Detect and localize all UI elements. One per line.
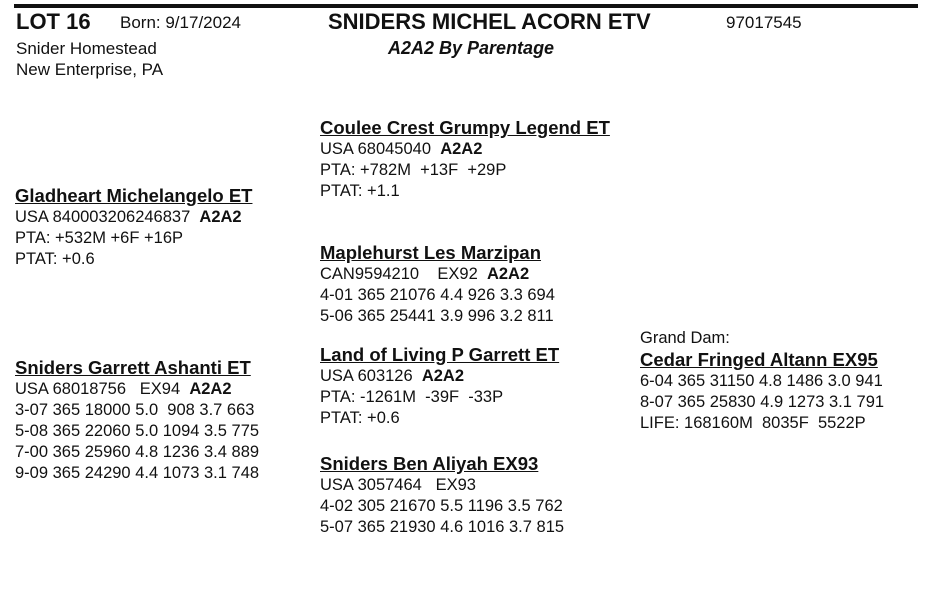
dams-sire-registration: USA 603126 A2A2 (320, 367, 465, 385)
dam-record: 5-08 365 22060 5.0 1094 3.5 775 (15, 422, 260, 440)
dam-a2: A2A2 (189, 380, 232, 398)
dam-name: Sniders Garrett Ashanti ET (15, 357, 251, 378)
sires-dam-name: Maplehurst Les Marzipan (320, 242, 542, 263)
sires-sire-registration: USA 68045040 A2A2 (320, 140, 483, 158)
consignor (16, 38, 163, 80)
consignor-name: Snider Homestead (16, 39, 157, 58)
grand-dam-record: 6-04 365 31150 4.8 1486 3.0 941 (640, 372, 883, 390)
dam-block (15, 356, 259, 484)
grand-dam-name: Cedar Fringed Altann EX95 (640, 349, 878, 370)
dams-sire-block (320, 343, 559, 429)
dam-registration: USA 68018756 EX94 A2A2 (15, 380, 232, 398)
sire-name: Gladheart Michelangelo ET (15, 185, 253, 206)
animal-name: SNIDERS MICHEL ACORN ETV (328, 9, 651, 34)
sire-pta: PTA: +532M +6F +16P (15, 229, 183, 247)
dams-dam-record: 5-07 365 21930 4.6 1016 3.7 815 (320, 518, 565, 536)
grand-dam-block (640, 328, 884, 434)
sires-sire-ptat: PTAT: +1.1 (320, 182, 400, 200)
grand-dam-life: LIFE: 168160M 8035F 5522P (640, 414, 866, 432)
top-rule (14, 4, 918, 8)
sire-a2: A2A2 (199, 208, 242, 226)
consignor-location: New Enterprise, PA (16, 60, 164, 79)
sire-registration: USA 840003206246837 A2A2 (15, 208, 242, 226)
grand-dam-record: 8-07 365 25830 4.9 1273 3.1 791 (640, 393, 885, 411)
sire-block (15, 184, 252, 270)
grand-dam-caption: Grand Dam: (640, 329, 730, 347)
sires-sire-pta: PTA: +782M +13F +29P (320, 161, 507, 179)
dams-dam-name: Sniders Ben Aliyah EX93 (320, 453, 539, 474)
dam-record: 9-09 365 24290 4.4 1073 3.1 748 (15, 464, 260, 482)
dams-dam-block (320, 452, 564, 538)
sires-dam-record: 5-06 365 25441 3.9 996 3.2 811 (320, 307, 554, 325)
sires-sire-name: Coulee Crest Grumpy Legend ET (320, 117, 610, 138)
dams-sire-a2: A2A2 (421, 367, 465, 385)
dams-sire-name: Land of Living P Garrett ET (320, 344, 560, 365)
birth-date: Born: 9/17/2024 (120, 13, 241, 32)
a2-status: A2A2 By Parentage (388, 38, 555, 58)
sires-sire-block (320, 116, 620, 202)
dams-dam-record: 4-02 305 21670 5.5 1196 3.5 762 (320, 497, 563, 515)
dams-sire-pta: PTA: -1261M -39F -33P (320, 388, 504, 406)
dam-record: 3-07 365 18000 5.0 908 3.7 663 (15, 401, 255, 419)
dam-record: 7-00 365 25960 4.8 1236 3.4 889 (15, 443, 260, 461)
registration-number: 97017545 (726, 13, 802, 32)
sire-ptat: PTAT: +0.6 (15, 250, 95, 268)
sires-dam-record: 4-01 365 21076 4.4 926 3.3 694 (320, 286, 555, 304)
sires-sire-a2: A2A2 (440, 140, 483, 158)
lot-number: LOT 16 (16, 9, 91, 34)
dams-sire-ptat: PTAT: +0.6 (320, 409, 400, 427)
sires-dam-a2: A2A2 (486, 265, 530, 283)
sires-dam-block (320, 241, 555, 327)
dams-dam-registration: USA 3057464 EX93 (320, 476, 476, 494)
sires-dam-registration: CAN9594210 EX92 A2A2 (320, 265, 530, 283)
